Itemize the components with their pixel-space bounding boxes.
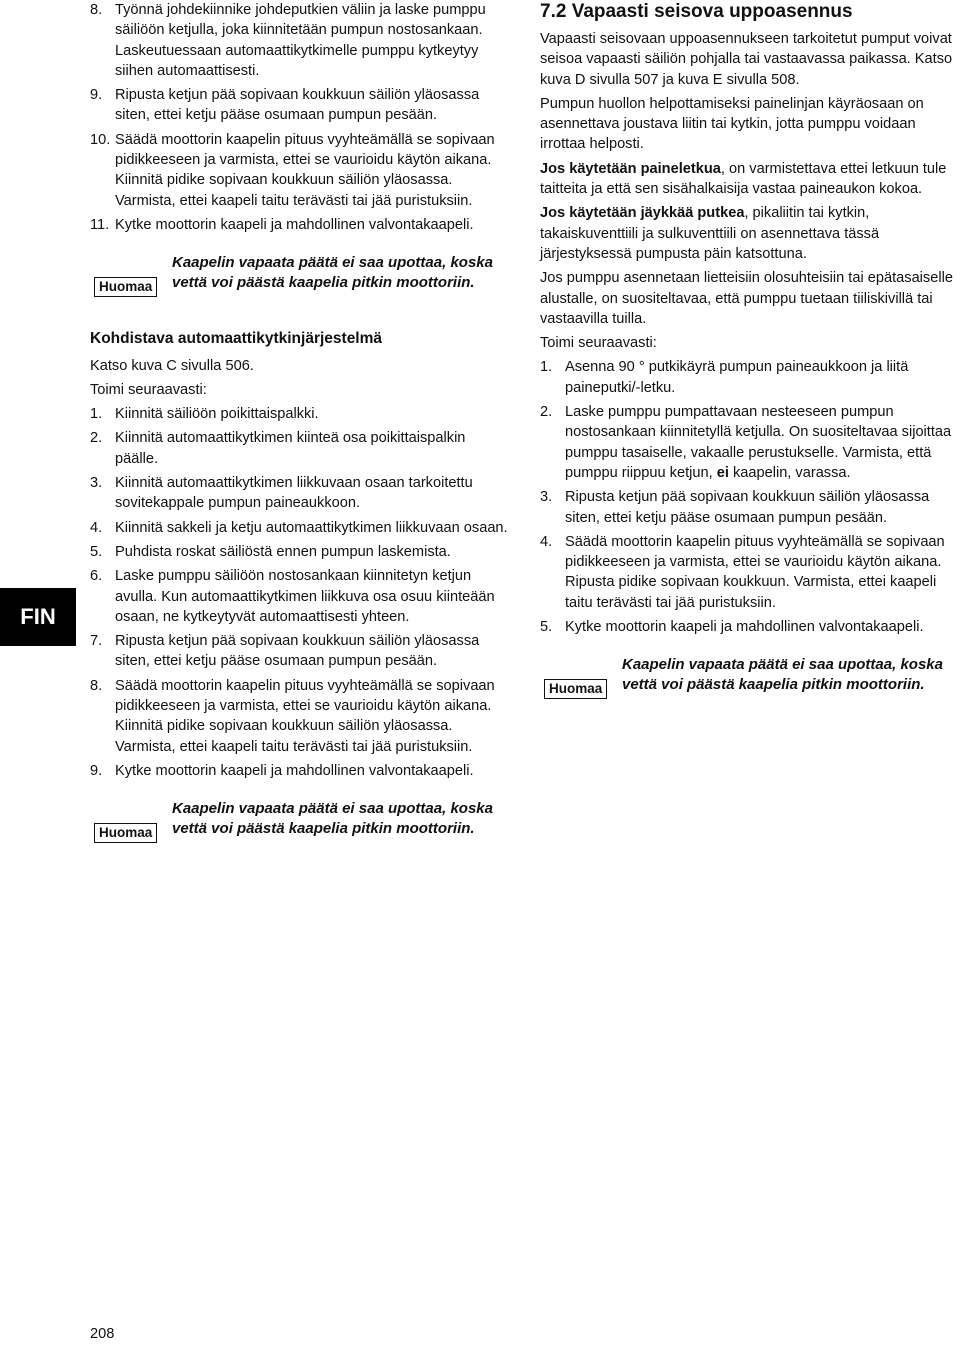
note-block <box>90 799 508 863</box>
left-column <box>90 0 508 875</box>
note-text: Kaapelin vapaata päätä ei saa upottaa, koska vettä voi päästä kaapelia pitkin moottoriin. <box>172 254 493 292</box>
instruction-intro: Toimi seuraavasti: <box>90 381 207 398</box>
list-item: 9. Kytke moottorin kaapeli ja mahdollinen valvontakaapeli. <box>90 762 474 779</box>
list-item: 5. Puhdista roskat säiliöstä ennen pumpun laskemista. <box>90 543 451 560</box>
instruction-intro: Toimi seuraavasti: <box>540 335 657 352</box>
list-item: 8. Säädä moottorin kaapelin pituus vyyhteämällä se sopivaan pidikkeeseen ja varmista, ettei se vaurioidu käytön aikana. Kiinnitä pidike sopivaan koukkuun säiliön yläosassa. Varmista, ettei kaapeli taitu terävästi tai jää puristuksiin. <box>90 677 495 755</box>
install-steps-continued <box>90 0 508 235</box>
note-label: Huomaa <box>94 823 157 843</box>
list-item: 1. Kiinnitä säiliöön poikittaispalkki. <box>90 406 319 423</box>
guide-rail-steps <box>90 404 508 781</box>
list-item: 3. Kiinnitä automaattikytkimen liikkuvaan osaan tarkoitettu sovitekappale pumpun paineaukkoon. <box>90 475 473 512</box>
paragraph: Pumpun huollon helpottamiseksi painelinjan käyräosaan on asennettava joustava liitin tai kytkin, jotta pumppu voidaan irrottaa helposti. <box>540 95 924 153</box>
language-tab: FIN <box>0 588 76 646</box>
section-title: 7.2 Vapaasti seisova uppoasennus <box>540 1 853 22</box>
reference-text: Katso kuva C sivulla 506. <box>90 357 254 374</box>
note-text: Kaapelin vapaata päätä ei saa upottaa, koska vettä voi päästä kaapelia pitkin moottoriin. <box>622 656 943 694</box>
note-block <box>90 253 508 317</box>
free-standing-steps <box>540 357 958 637</box>
note-block <box>540 655 958 719</box>
note-label: Huomaa <box>94 277 157 297</box>
list-item: 4. Säädä moottorin kaapelin pituus vyyhteämällä se sopivaan pidikkeeseen ja varmista, ettei se vaurioidu käytön aikana. Ripusta pidike sopivaan koukkuun. Varmista, ettei kaapeli taitu terävästi tai jää puristuksiin. <box>540 533 945 611</box>
list-item: 2. Kiinnitä automaattikytkimen kiinteä osa poikittaispalkin päälle. <box>90 430 466 467</box>
list-item: 4. Kiinnitä sakkeli ja ketju automaattikytkimen liikkuvaan osaan. <box>90 519 508 536</box>
bold-lead: Jos käytetään jäykkää putkea <box>540 205 745 222</box>
bold-lead: Jos käytetään paineletkua <box>540 160 721 177</box>
paragraph: Jos käytetään paineletkua, on varmistettava ettei letkuun tule taitteita ja että sen sisähalkaisija vastaa paineaukon kokoa. <box>540 160 947 198</box>
list-item: 7. Ripusta ketjun pää sopivaan koukkuun säiliön yläosassa siten, ettei ketju pääse osumaan pumpun pesään. <box>90 633 480 670</box>
paragraph: Jos käytetään jäykkää putkea, pikaliitin tai kytkin, takaiskuventtiili ja sulkuventtiili on asennettava tässä järjestyksessä pumpusta päin katsottuna. <box>540 205 880 262</box>
page-number: 208 <box>90 1326 115 1342</box>
paragraph: Jos pumppu asennetaan lietteisiin olosuhteisiin tai epätasaiselle alustalle, on suositeltavaa, että pumppu tuetaan tiiliskivillä tai vastaavilla tuilla. <box>540 270 953 327</box>
note-text: Kaapelin vapaata päätä ei saa upottaa, koska vettä voi päästä kaapelia pitkin moottoriin. <box>172 800 493 838</box>
list-item: 11. Kytke moottorin kaapeli ja mahdollinen valvontakaapeli. <box>90 216 474 233</box>
list-item: 1. Asenna 90 ° putkikäyrä pumpun paineaukkoon ja liitä paineputki/-letku. <box>540 359 909 396</box>
list-item: 8. Työnnä johdekiinnike johdeputkien väliin ja laske pumppu säiliöön ketjulla, joka kiinnitetään pumpun nostosankaan. Laskeutuessaan automaattikytkimelle pumppu kytkeytyy siihen automaattisesti. <box>90 2 486 79</box>
paragraph: Vapaasti seisovaan uppoasennukseen tarkoitetut pumput voivat seisoa vapaasti säiliön pohjalla tai vastaavassa paikassa. Katso kuva D sivulla 507 ja kuva E sivulla 508. <box>540 31 953 88</box>
list-item: 10. Säädä moottorin kaapelin pituus vyyhteämällä se sopivaan pidikkeeseen ja varmista, ettei se vaurioidu käytön aikana. Kiinnitä pidike sopivaan koukkuun säiliön yläosassa. Varmista, ettei kaapeli taitu terävästi tai jää puristuksiin. <box>90 131 495 209</box>
list-item: 2. Laske pumppu pumpattavaan nesteeseen pumpun nostosankaan kiinnitetyllä ketjulla. On suositeltavaa sijoittaa pumppu tasaiselle, vakaalle perustukselle. Varmista, että pumppu riippuu ketjun, ei kaapelin, varassa. <box>540 404 952 481</box>
list-item: 6. Laske pumppu säiliöön nostosankaan kiinnitetyn ketjun avulla. Kun automaattikytkimen liikkuva osa osuu kiinteään osaan, ne kytkeytyvät automaattisesti yhteen. <box>90 568 495 625</box>
list-item: 5. Kytke moottorin kaapeli ja mahdollinen valvontakaapeli. <box>540 619 924 636</box>
right-column <box>540 0 958 731</box>
list-item: 3. Ripusta ketjun pää sopivaan koukkuun säiliön yläosassa siten, ettei ketju pääse osumaan pumpun pesään. <box>540 489 930 526</box>
note-label: Huomaa <box>544 679 607 699</box>
list-item: 9. Ripusta ketjun pää sopivaan koukkuun säiliön yläosassa siten, ettei ketju pääse osumaan pumpun pesään. <box>90 87 480 124</box>
section-heading: Kohdistava automaattikytkinjärjestelmä <box>90 330 383 348</box>
